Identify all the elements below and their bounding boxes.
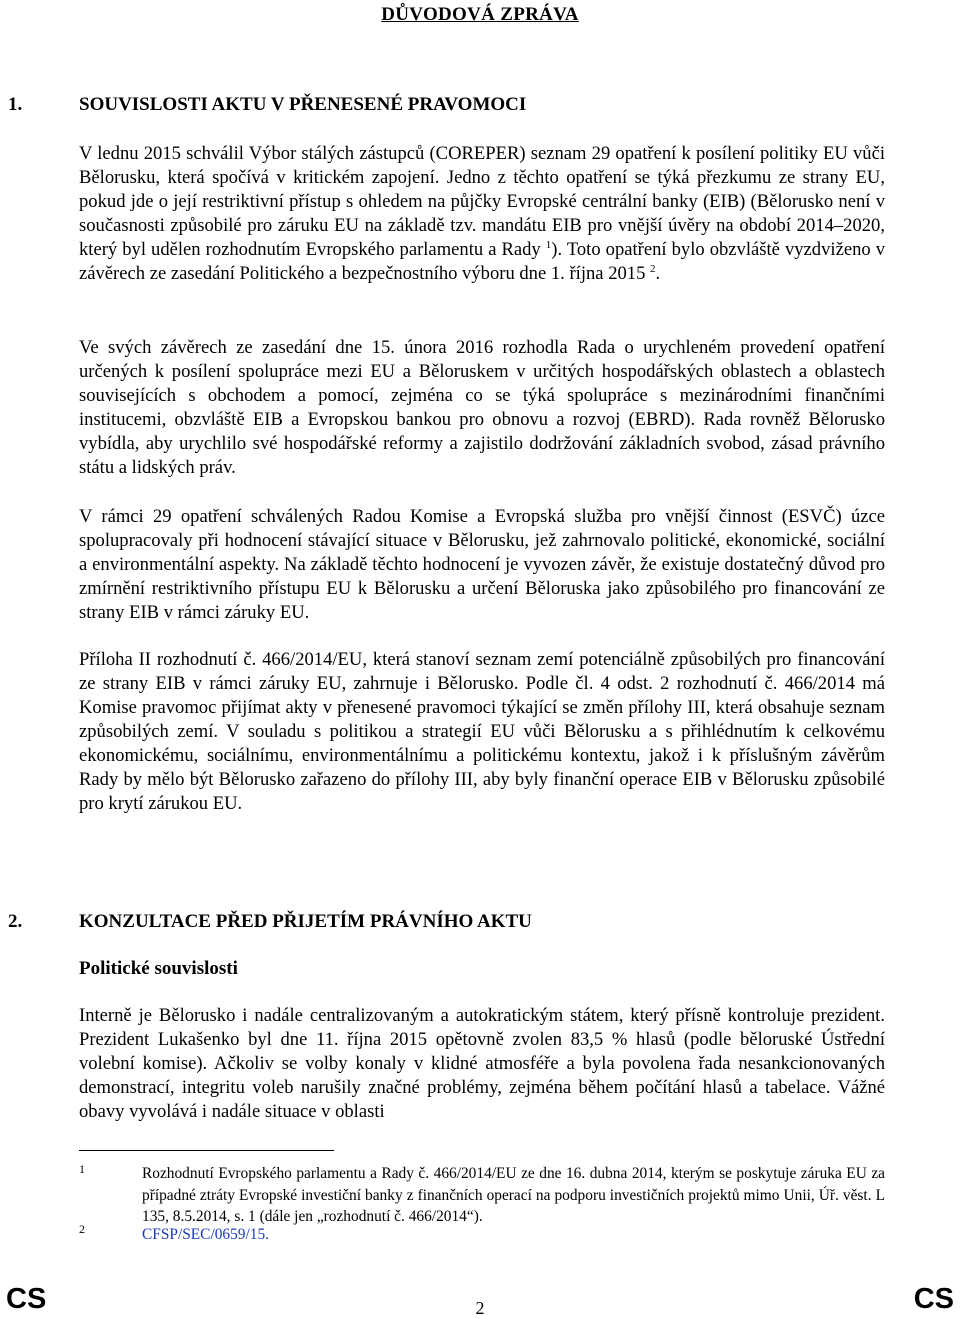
paragraph-text: .	[655, 263, 661, 284]
footnote-1-text: Rozhodnutí Evropského parlamentu a Rady č. 466/2014/EU ze dne 16. dubna 2014, kterým se poskytuje záruka EU za případné ztráty Evropské investiční banky z finančních operací na podporu investičních projektů mimo Unii, Úř. věst. L 135, 8.5.2014, s. 1 (dále jen „rozhodnutí č. 466/2014“).	[142, 1165, 885, 1225]
footnote-ref-1[interactable]: 1	[545, 238, 552, 251]
section-1-number: 1.	[8, 94, 23, 115]
paragraph-text: V lednu 2015 schválil Výbor stálých zástupců (COREPER) seznam 29 opatření k posílení politiky EU vůči Bělorusku, která spočívá v kritickém zapojení. Jedno z těchto opatření se týká přezkumu ze strany EU, pokud jde o její restriktivní přístup s ohledem na půjčky Evropské centrální banky (EIB) (Bělorusko není v současnosti způsobilé pro záruku EU na základě tzv. mandátu EIB pro vnější úvěry na období 2014–2020, který byl udělen rozhodnutím Evropského parlamentu a Rady	[79, 143, 885, 260]
section-2-paragraph-1: Interně je Bělorusko i nadále centralizovaným a autokratickým státem, který přísně kontroluje prezident. Prezident Lukašenko byl dne 11. října 2015 opětovně zvolen 83,5 % hlasů (podle běloruské Ústřední volební komise). Ačkoliv se volby konaly v klidné atmosféře a byla povolena řada nesankcionovaných demonstrací, integritu voleb narušily značné problémy, zejména během počítání hlasů a tabelace. Vážné obavy vyvolává i nadále situace v oblasti	[79, 1005, 885, 1122]
document-title: DŮVODOVÁ ZPRÁVA	[381, 4, 579, 25]
section-1-paragraph-4: Příloha II rozhodnutí č. 466/2014/EU, která stanoví seznam zemí potenciálně způsobilých pro financování ze strany EIB v rámci záruky EU, zahrnuje i Bělorusko. Podle čl. 4 odst. 2 rozhodnutí č. 466/2014 má Komise pravomoc přijímat akty v přenesené pravomoci týkající se změn přílohy III, která obsahuje seznam způsobilých zemí. V souladu s politikou a strategií EU vůči Bělorusku a s přihlédnutím k celkovému ekonomickému, sociálnímu, environmentálnímu a politickému kontextu, jakož i k příslušným závěrům Rady by mělo být Bělorusko zařazeno do přílohy III, aby byly finanční operace EIB v Bělorusku způsobilé pro krytí zárukou EU.	[79, 649, 885, 814]
page-number: 2	[475, 1298, 485, 1318]
footnote-separator	[79, 1150, 334, 1151]
footnote-1-mark: 1	[79, 1162, 85, 1176]
paragraph-text: ). Toto opatření bylo obzvláště vyzdviženo v závěrech ze zasedání Politického a bezpečnostního výboru dne 1. října 2015	[79, 239, 885, 284]
section-2-title: KONZULTACE PŘED PŘIJETÍM PRÁVNÍHO AKTU	[79, 911, 532, 932]
footer-language-right: CS	[913, 1283, 954, 1315]
footnote-ref-2[interactable]: 2	[650, 262, 656, 275]
section-1-paragraph-1	[79, 142, 885, 286]
footer-language-left: CS	[6, 1283, 47, 1315]
section-1-title: SOUVISLOSTI AKTU V PŘENESENÉ PRAVOMOCI	[79, 94, 527, 115]
footnote-2-link[interactable]: CFSP/SEC/0659/15.	[142, 1226, 270, 1243]
section-2-number: 2.	[8, 911, 23, 932]
footnote-2-mark: 2	[79, 1222, 85, 1236]
section-1-paragraph-2: Ve svých závěrech ze zasedání dne 15. února 2016 rozhodla Rada o urychleném provedení opatření určených k posílení spolupráce mezi EU a Běloruskem v určitých hospodářských oblastech a oblastech souvisejících s obchodem a pomocí, zejména co se týká spolupráce s mezinárodními finančními institucemi, obzvláště EIB a Evropskou bankou pro obnovu a rozvoj (EBRD). Rada rovněž Bělorusko vybídla, aby urychlilo své hospodářské reformy a zajistilo dodržování základních svobod, zásad právního státu a lidských práv.	[79, 337, 885, 478]
section-1-paragraph-3: V rámci 29 opatření schválených Radou Komise a Evropská služba pro vnější činnost (ESVČ) úzce spolupracovaly při hodnocení stávající situace v Bělorusku, jež zahrnovalo politické, ekonomické, sociální a environmentální aspekty. Na základě těchto hodnocení je vyvozen závěr, že existuje dostatečný důvod pro zmírnění restriktivního přístupu EU k Bělorusku a určení Běloruska jako způsobilého pro financování ze strany EIB v rámci záruky EU.	[79, 506, 885, 623]
section-2-subheading: Politické souvislosti	[79, 958, 238, 979]
